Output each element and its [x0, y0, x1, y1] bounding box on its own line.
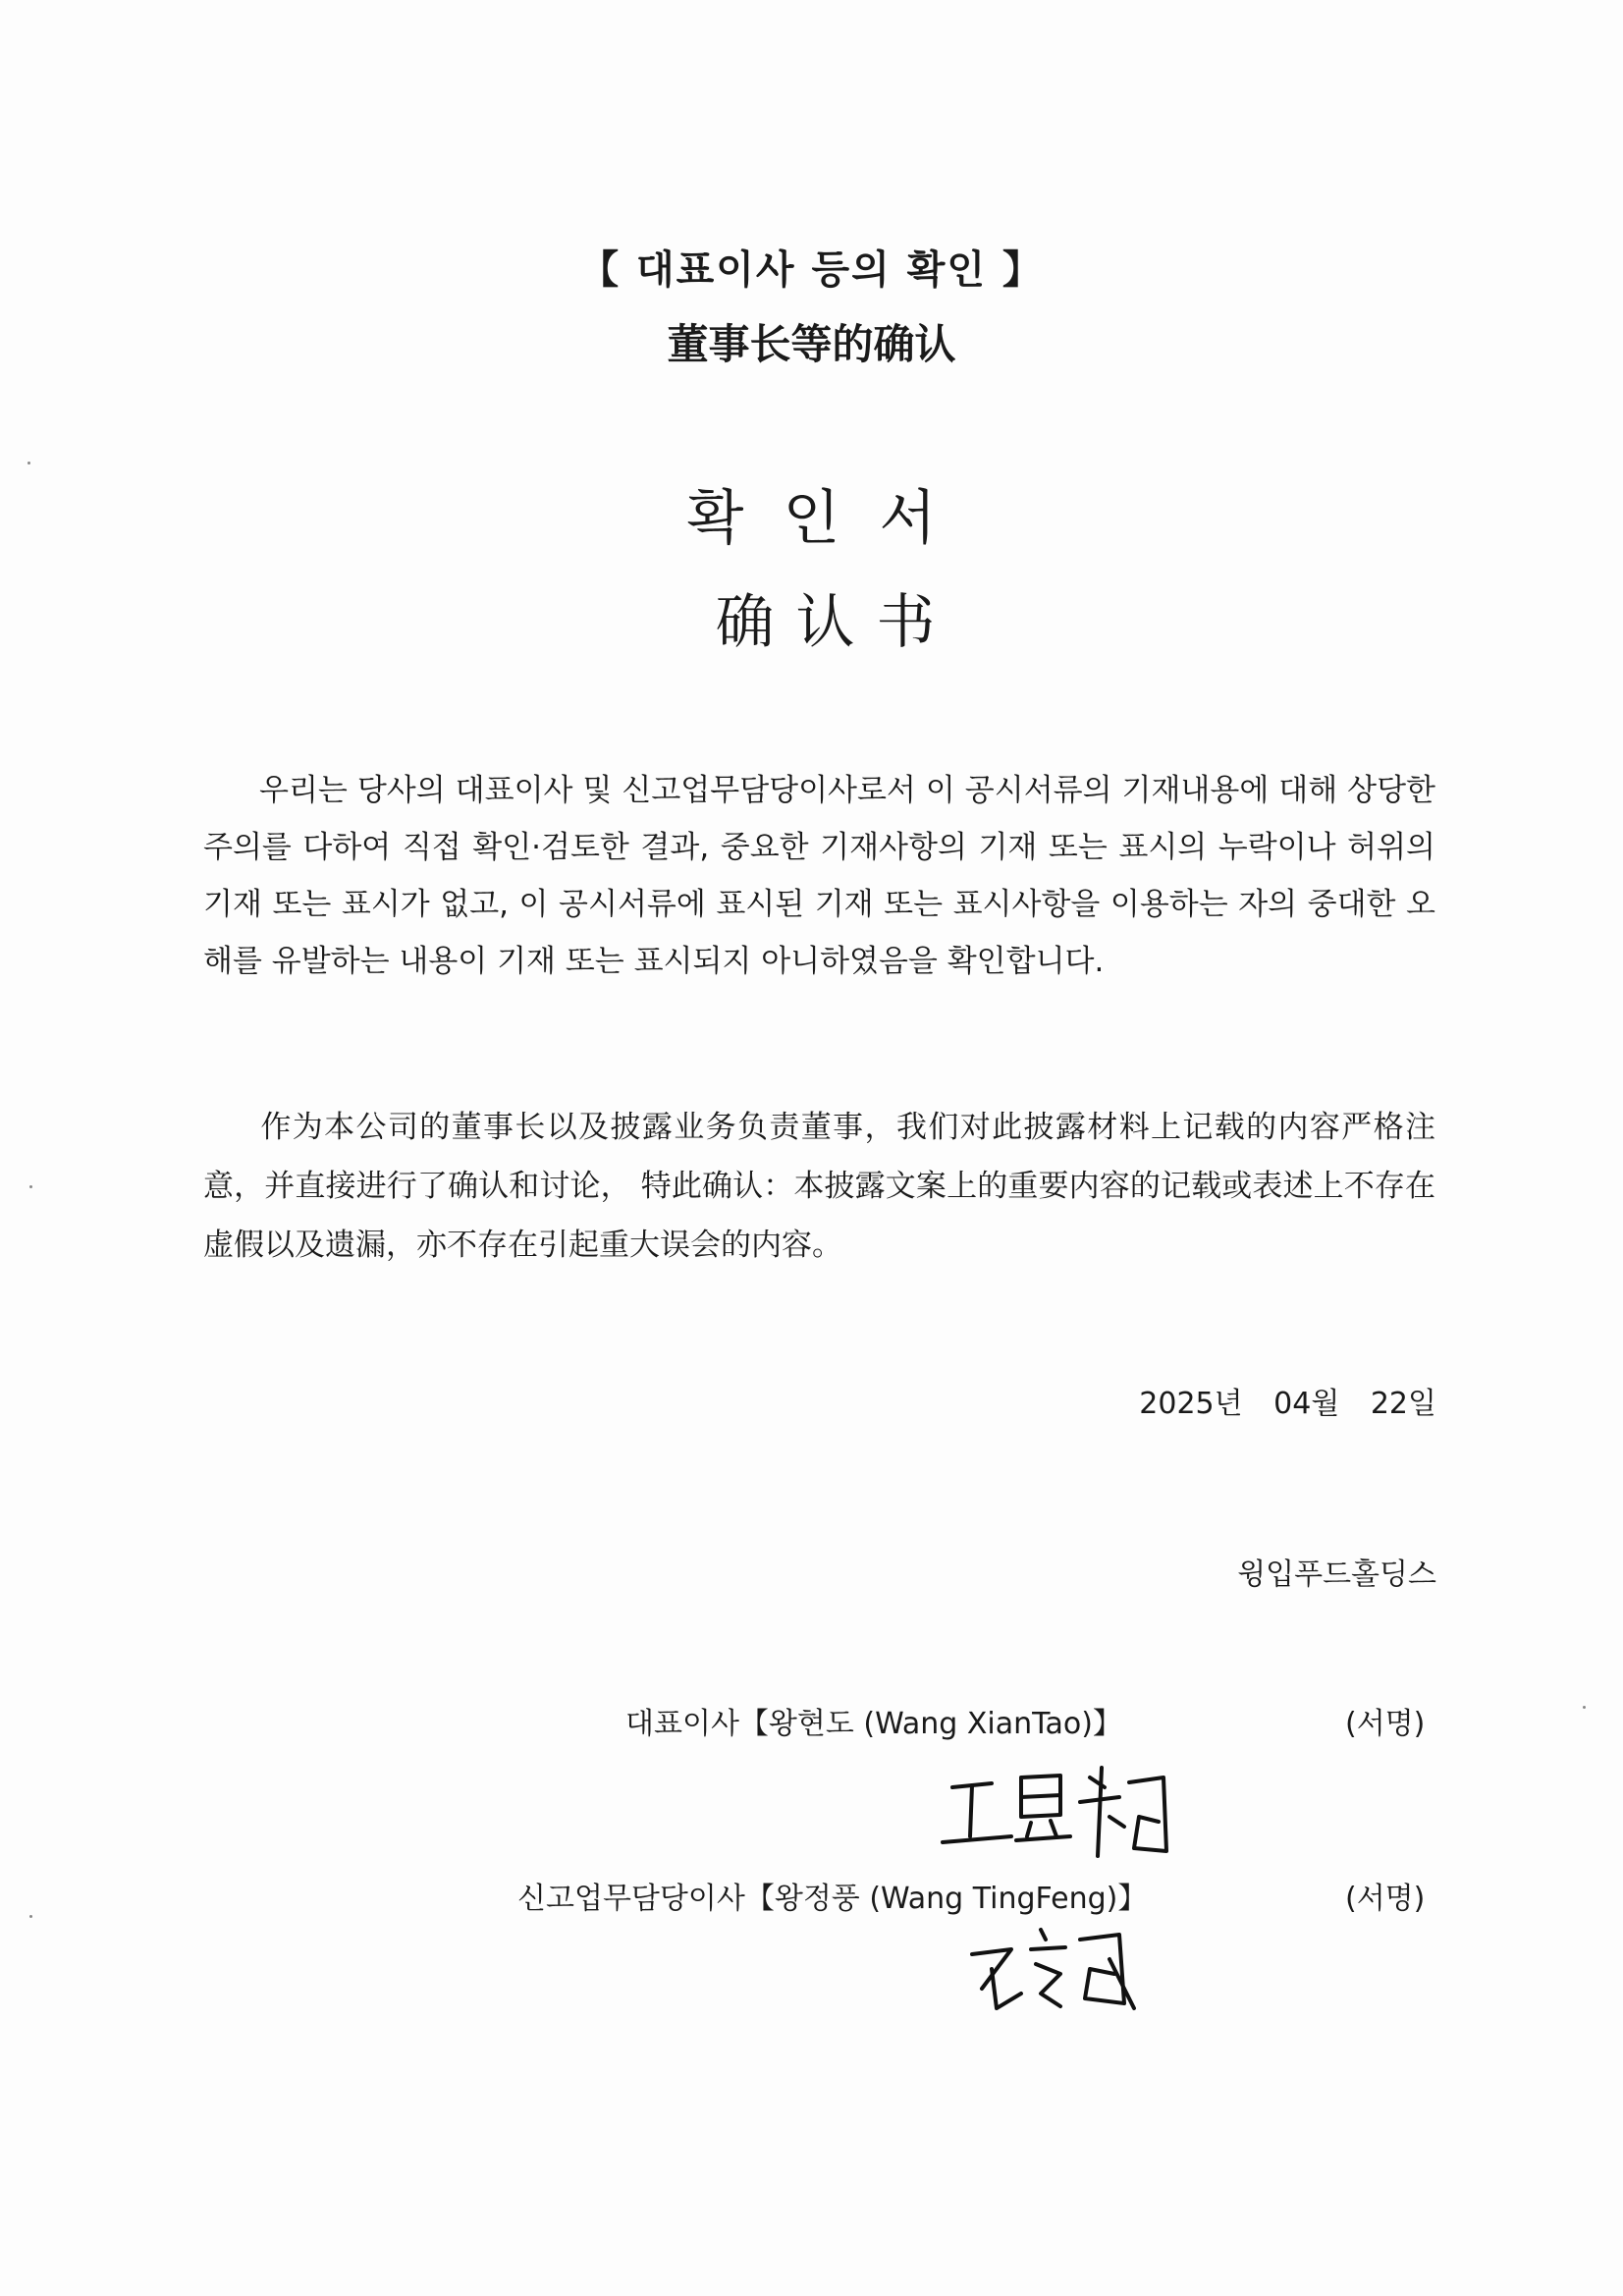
signatory-disclosure-director: 신고업무담당이사【왕정풍 (Wang TingFeng)】 — [517, 1882, 1148, 1916]
header-title-chinese: 董事长等的确认 — [667, 320, 956, 368]
document-date: 2025년 04월 22일 — [1139, 1387, 1436, 1421]
document-title-korean: 확인서 — [686, 484, 976, 553]
confirmation-paragraph-chinese — [203, 1098, 1435, 1275]
scan-speck — [1583, 1706, 1586, 1709]
signature-mark-ceo: (서명) — [1345, 1707, 1426, 1741]
signature-mark-disclosure-director: (서명) — [1345, 1882, 1426, 1916]
handwritten-signature-ceo — [933, 1758, 1178, 1866]
header-title-korean: 【 대표이사 등의 확인 】 — [579, 247, 1044, 293]
signatory-ceo: 대표이사【왕현도 (Wang XianTao)】 — [625, 1707, 1122, 1741]
paragraph-text: 우리는 당사의 대표이사 및 신고업무담당이사로서 이 공시서류의 기재내용에 대해 상당한 주의를 다하여 직접 확인·검토한 결과, 중요한 기재사항의 기재 또는 표시의 누락이나 허위의 기재 또는 표시가 없고, 이 공시서류에 표시된 기재 또는 표시사항을 이용하는 자의 중대한 오해를 유발하는 내용이 기재 또는 표시되지 아니하였음을 확인합니다. — [203, 773, 1435, 979]
confirmation-paragraph-korean — [203, 762, 1435, 990]
paragraph-text: 作为本公司的董事长以及披露业务负责董事，我们对此披露材料上记载的内容严格注意，并直接进行了确认和讨论， 特此确认：本披露文案上的重要内容的记载或表述上不存在虚假以及遗漏，亦不存在引起重大误会的内容。 — [203, 1110, 1435, 1263]
scan-speck — [27, 462, 30, 465]
scan-speck — [29, 1185, 32, 1188]
document-title-chinese: 确认书 — [715, 588, 957, 657]
company-name: 윙입푸드홀딩스 — [1237, 1558, 1436, 1592]
scan-speck — [29, 1915, 32, 1918]
handwritten-signature-disclosure-director — [962, 1920, 1159, 2018]
